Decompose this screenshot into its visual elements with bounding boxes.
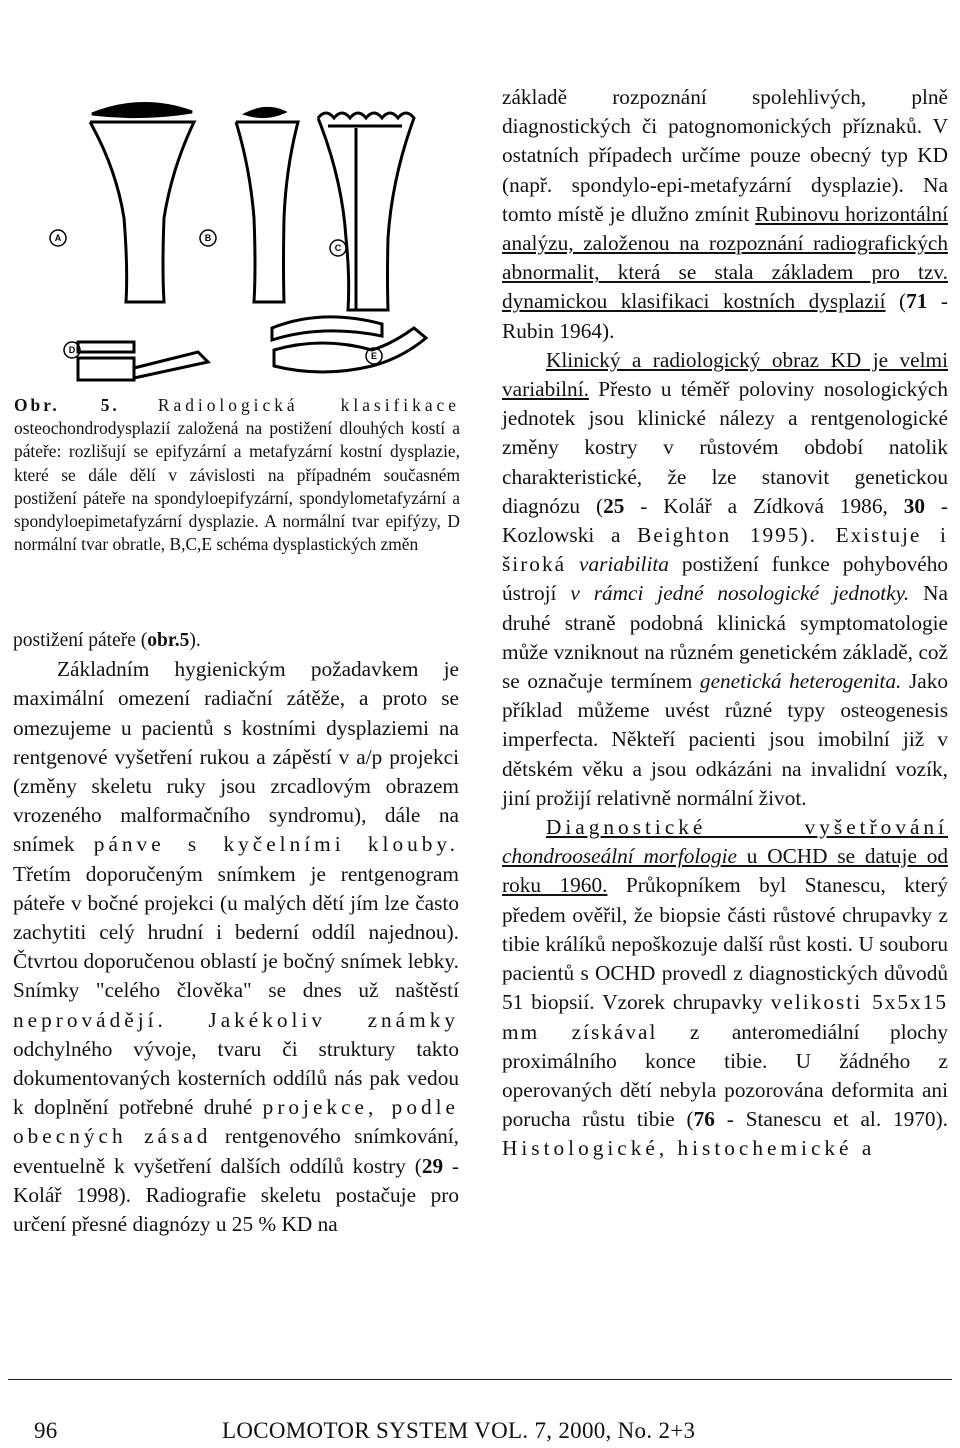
ref-25: 25 [603,493,625,518]
right-paragraph-3: Diagnostické vyšetřování chondrooseální morfologie u OCHD se datuje od roku 1960. Průkopníkem byl Stanescu, který předem ověřil, že biopsie části růstové chrupavky z tibie králíků nepoškozuje další růst kosti. U souboru pacientů s OCHD provedl z diagnostických důvodů 51 biopsií. Vzorek chrupavky velikosti 5x5x15 mm získával z anteromediální plochy proximálního konce tibie. U žádného z operovaných dětí nebyla pozorována deformita ani porucha růstu tibie (76 - Stanescu et al. 1970). Histologické, histochemické a [502,815,949,1161]
bone-b-shaft [236,122,298,302]
footer-rule [8,1379,952,1380]
bone-schema-drawing [22,88,462,388]
ref-29: 29 [421,1153,444,1178]
left-column [13,626,459,1239]
bone-c-shaft [318,113,414,310]
bone-b-epiphysis [246,108,284,116]
label-e: E [370,351,378,361]
right-paragraph-2: Klinický a radiologický obraz KD je velmi variabilní. Přesto u téměř poloviny nosologických jednotek jsou klinické nálezy a rentgenologické změny kostry v růstovém období natolik charakteristické, že lze stanovit genetickou diagnózu (25 - Kolář a Zídková 1986, 30 - Kozlowski a Beighton 1995). Existuje i široká variabilita postižení funkce pohybového ústrojí v rámci jedné nosologické jednotky. Na druhé straně podobná klinická symptomatologie může vzniknout na různém genetickém základě, což se označuje termínem genetická heterogenita. Jako příklad můžeme uvést různé typy osteogenesis imperfecta. Někteří pacienti jsou imobilní již v dětském věku a jsou odkázáni na invalidní vozík, jiní prožijí relativně normální život. [502,347,949,810]
label-b: B [204,233,212,243]
bone-a-shaft [90,122,194,302]
right-paragraph-1: základě rozpoznání spolehlivých, plně diagnostických či patognomonických příznaků. V ostatních případech určíme pouze obecný typ KD (např. spondylo-epi-metafyzární dysplazie). Na tomto místě je dlužno zmínit Rubinovu horizontální analýzu, založenou na rozpoznání radiografických abnormalit, která se stala základem pro tzv. dynamickou klasifikaci kostních dysplazií (71 - Rubin 1964). [502,85,949,343]
journal-citation: LOCOMOTOR SYSTEM VOL. 7, 2000, No. 2+3 [222,1418,696,1443]
caption-lead: Obr. 5. [14,395,120,415]
figure-caption [14,394,460,556]
vertebra-d-body [78,352,208,380]
figure-bone-schema [22,88,462,388]
ref-obr5: obr.5 [147,630,190,651]
label-c: C [334,243,342,253]
label-d: D [68,345,76,355]
ref-76: 76 [693,1107,715,1132]
label-a: A [54,233,62,243]
left-pre-line: postižení páteře (obr.5). [13,630,201,651]
page-number: 96 [34,1418,58,1443]
right-column [502,83,948,1164]
ref-30: 30 [903,493,925,518]
bone-a-epiphysis [92,103,192,116]
ref-71: 71 [906,289,928,314]
caption-heading: Radiologická klasifikace [157,395,460,415]
vertebra-e-top [272,317,382,340]
left-paragraph: Základním hygienickým požadavkem je maximální omezení radiační zátěže, a proto se omezujeme u pacientů s kostními dysplaziemi na rentgenové vyšetření rukou a zápěstí v a/p projekci (změny skeletu ruky jsou zrcadlovým obrazem vrozeného malformačního syndromu), dále na snímek pánve s kyčelními klouby. Třetím doporučeným snímkem je rentgenogram páteře v bočné projekci (u malých dětí jím lze často zachytiti celý hrudní i bederní oddíl najednou). Čtvrtou doporučenou oblastí je bočný snímek lebky. Snímky "celého člověka" se dnes už naštěstí neprovádějí. Jakékoliv známky odchylného vývoje, tvaru či struktury takto dokumentovaných kosterních oddílů nás pak vedou k doplnění potřebné druhé projekce, podle obecných zásad rentgenového snímkování, eventuelně k vyšetření dalších oddílů kostry (29 - Kolář 1998). Radiografie skeletu postačuje pro určení přesné diagnózy u 25 % KD na [13,657,459,1237]
vertebra-d-top [78,342,134,352]
caption-body: osteochondrodysplazií založená na postižení dlouhých kostí a páteře: rozlišují se epifyzární a metafyzární kostní dysplazie, které se dále dělí v závislosti na případném současném postižení páteře na spondyloepifyzární, spondylometafyzární a spondyloepimetafyzární dysplazie. A normální tvar epifýzy, D normální tvar obratle, B,C,E schéma dysplastických změn [14,418,460,555]
